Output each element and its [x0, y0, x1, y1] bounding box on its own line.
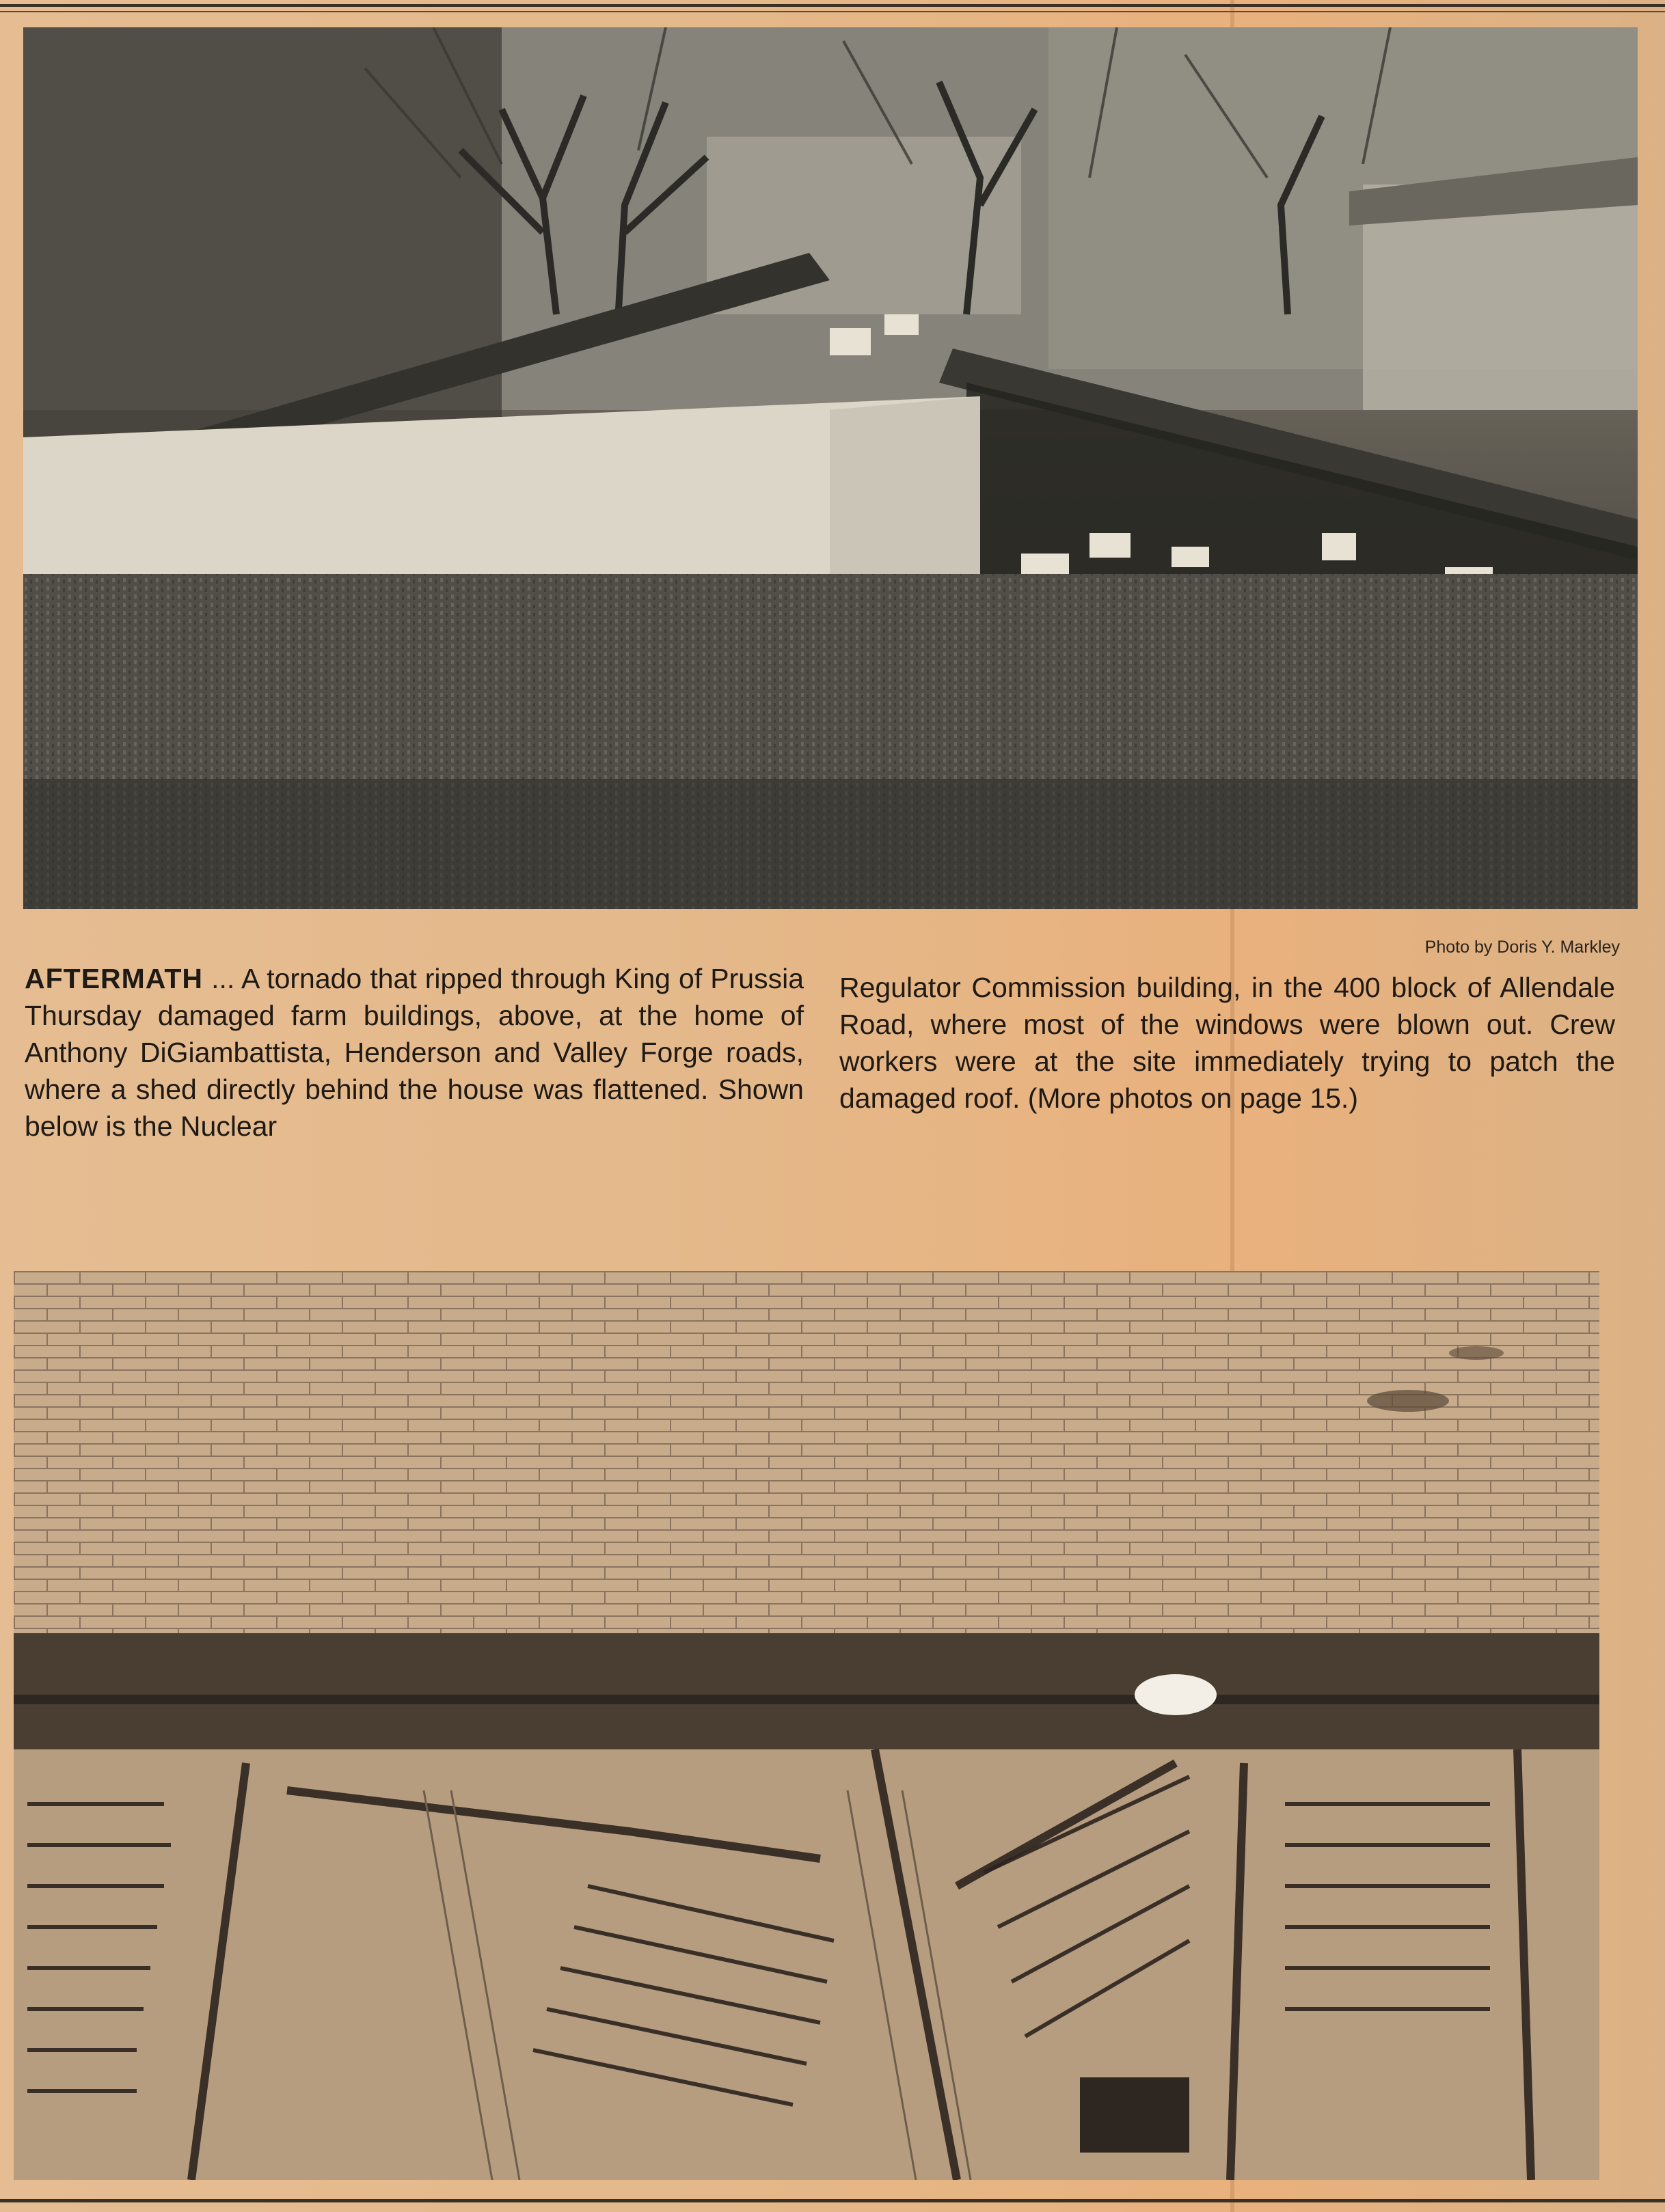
top-rule-thin	[0, 11, 1665, 12]
caption-lead: AFTERMATH	[25, 963, 204, 994]
photo-nrc-building	[14, 1271, 1599, 2180]
caption-left-column	[25, 960, 804, 1145]
caption-left-text: ... A tornado that ripped through King of Prussia Thursday damaged farm buildings, above, at the home of Anthony DiGiambattista, Henderson and Valley Forge roads, where a shed directly behind the house was flattened. Shown below is the Nuclear	[25, 963, 804, 1142]
caption-right-column: Regulator Commission building, in the 400 block of Allendale Road, where most of the windows were blown out. Crew workers were at the site immediately trying to patch the damaged roof. (More photos on page 15.)	[839, 972, 1615, 1114]
top-rule	[0, 4, 1665, 7]
farm-shed-wreckage-photo	[23, 27, 1638, 909]
photo-credit: Photo by Doris Y. Markley	[1424, 938, 1620, 957]
damaged-building-roof-photo	[14, 1271, 1599, 2180]
bottom-rule	[0, 2199, 1665, 2202]
photo-farm-shed	[23, 27, 1638, 909]
